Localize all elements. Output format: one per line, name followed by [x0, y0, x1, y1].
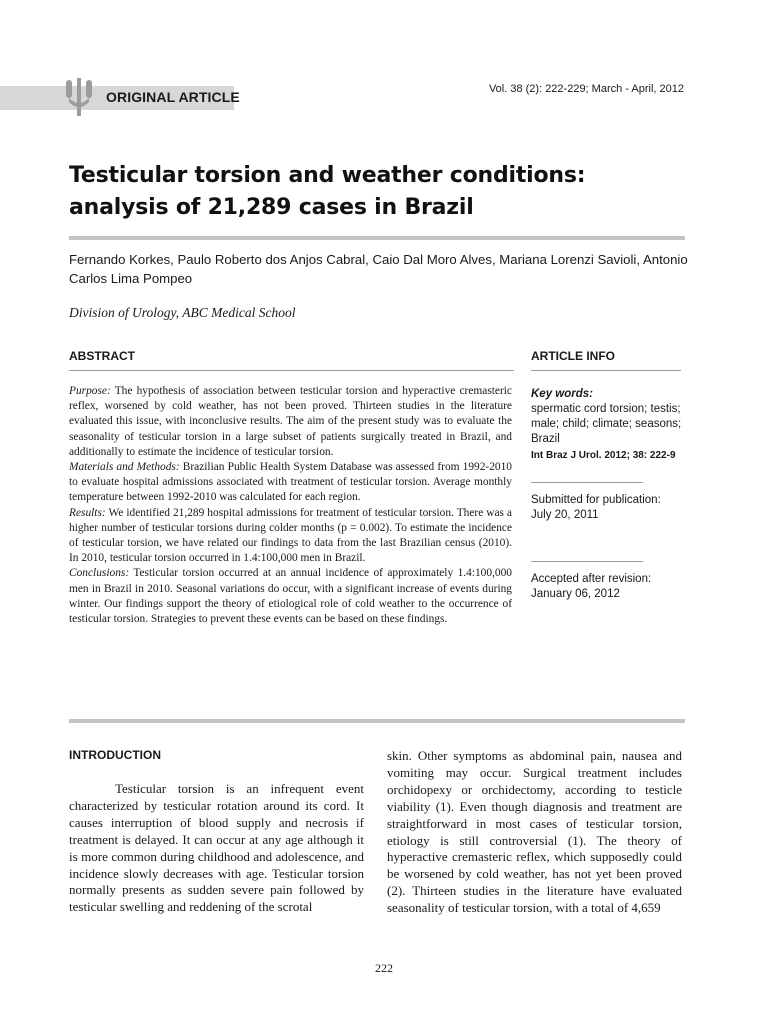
article-title: Testicular torsion and weather conditions: analysis of 21,289 cases in Brazil — [69, 163, 586, 220]
volume-info: Vol. 38 (2): 222-229; March - April, 2012 — [488, 83, 684, 95]
abstract-conclusions: Conclusions: Testicular torsion occurred at an annual incidence of approximately 1.4:100,000 men in Brazil in 2010. Seasonal variations do occur, with a significant increase of events during winter. Our findings support the theory of etiological role of cold weather to the occurrence of testicular torsion. Strategies to prevent these events can be based on these findings. — [69, 567, 512, 626]
info-divider — [531, 482, 643, 483]
citation: Int Braz J Urol. 2012; 38: 222-9 — [531, 450, 676, 461]
title-divider — [69, 236, 685, 240]
accepted-date: January 06, 2012 — [531, 588, 620, 600]
intro-paragraph: Testicular torsion is an infrequent event characterized by testicular rotation around its cord. It causes interruption of blood supply and necrosis if treatment is delayed. It can occur at any age although it is more common during childhood and adolescence, and incidence slowly decreases with age. Testicular torsion normally presents as sudden severe pain followed by testicular swelling and reddening of the scrotal — [69, 781, 364, 915]
info-divider — [531, 561, 643, 562]
intro-paragraph-continued: skin. Other symptoms as abdominal pain, nausea and vomiting may occur. Surgical treatment includes orchidopexy or orchidectomy, according to testicle viability (1). Even though diagnosis and treatment are straightforward in most cases of testicular torsion, etiology is still controversial (1). The theory of hyperactive cremasteric reflex, which supposedly could be worsened by cold weather, has not yet been proved (2). Thirteen studies in the literature have evaluated seasonality of testicular torsion, with a total of 4,659 — [387, 748, 682, 916]
page-number: 222 — [375, 961, 393, 975]
abstract-body — [69, 384, 512, 627]
submitted-date: July 20, 2011 — [531, 509, 599, 521]
submitted-block — [531, 493, 691, 523]
submitted-label: Submitted for publication: — [531, 494, 661, 506]
accepted-label: Accepted after revision: — [531, 573, 652, 585]
author-list: Fernando Korkes, Paulo Roberto dos Anjos Cabral, Caio Dal Moro Alves, Mariana Lorenzi Savioli, Antonio Carlos Lima Pompeo — [69, 252, 688, 286]
keywords-list: spermatic cord torsion; testis; male; child; climate; seasons; Brazil — [531, 403, 682, 445]
abstract-heading: ABSTRACT — [69, 349, 135, 363]
introduction-heading: INTRODUCTION — [69, 748, 161, 762]
journal-logo-icon — [62, 74, 100, 120]
accepted-block — [531, 572, 691, 602]
article-info-divider — [531, 370, 681, 371]
section-divider — [69, 719, 685, 723]
abstract-methods: Materials and Methods: Brazilian Public Health System Database was assessed from 1992-2010 to evaluate hospital admissions associated with treatment of testicular torsion. Average monthly temperature between 1992-2010 was calculated for each region. — [69, 461, 512, 504]
body-column-right — [387, 748, 682, 917]
body-column-left — [69, 781, 364, 916]
affiliation: Division of Urology, ABC Medical School — [69, 305, 296, 320]
keywords-block — [531, 387, 691, 463]
article-info-heading: ARTICLE INFO — [531, 349, 615, 363]
section-label: ORIGINAL ARTICLE — [106, 89, 240, 105]
abstract-results: Results: We identified 21,289 hospital admissions for treatment of testicular torsion. There was a higher number of testicular torsions during colder months (p = 0.002). To estimate the incidence of testicular torsion, we have related our findings to data from the last Brazilian census (2010). In 2010, testicular torsion occurred in 1.4:100,000 men in Brazil. — [69, 506, 512, 565]
abstract-purpose: Purpose: The hypothesis of association between testicular torsion and hyperactive cremasteric reflex, worsened by cold weather, has not been proved. Thirteen studies in the literature evaluated this issue, with inconclusive results. The aim of the present study was to evaluate the seasonality of testicular torsion in a large subset of patients surgically treated in Brazil, and additionally to estimate the incidence of testicular torsion. — [69, 385, 512, 458]
abstract-divider — [69, 370, 514, 371]
keywords-label: Key words: — [531, 388, 593, 400]
